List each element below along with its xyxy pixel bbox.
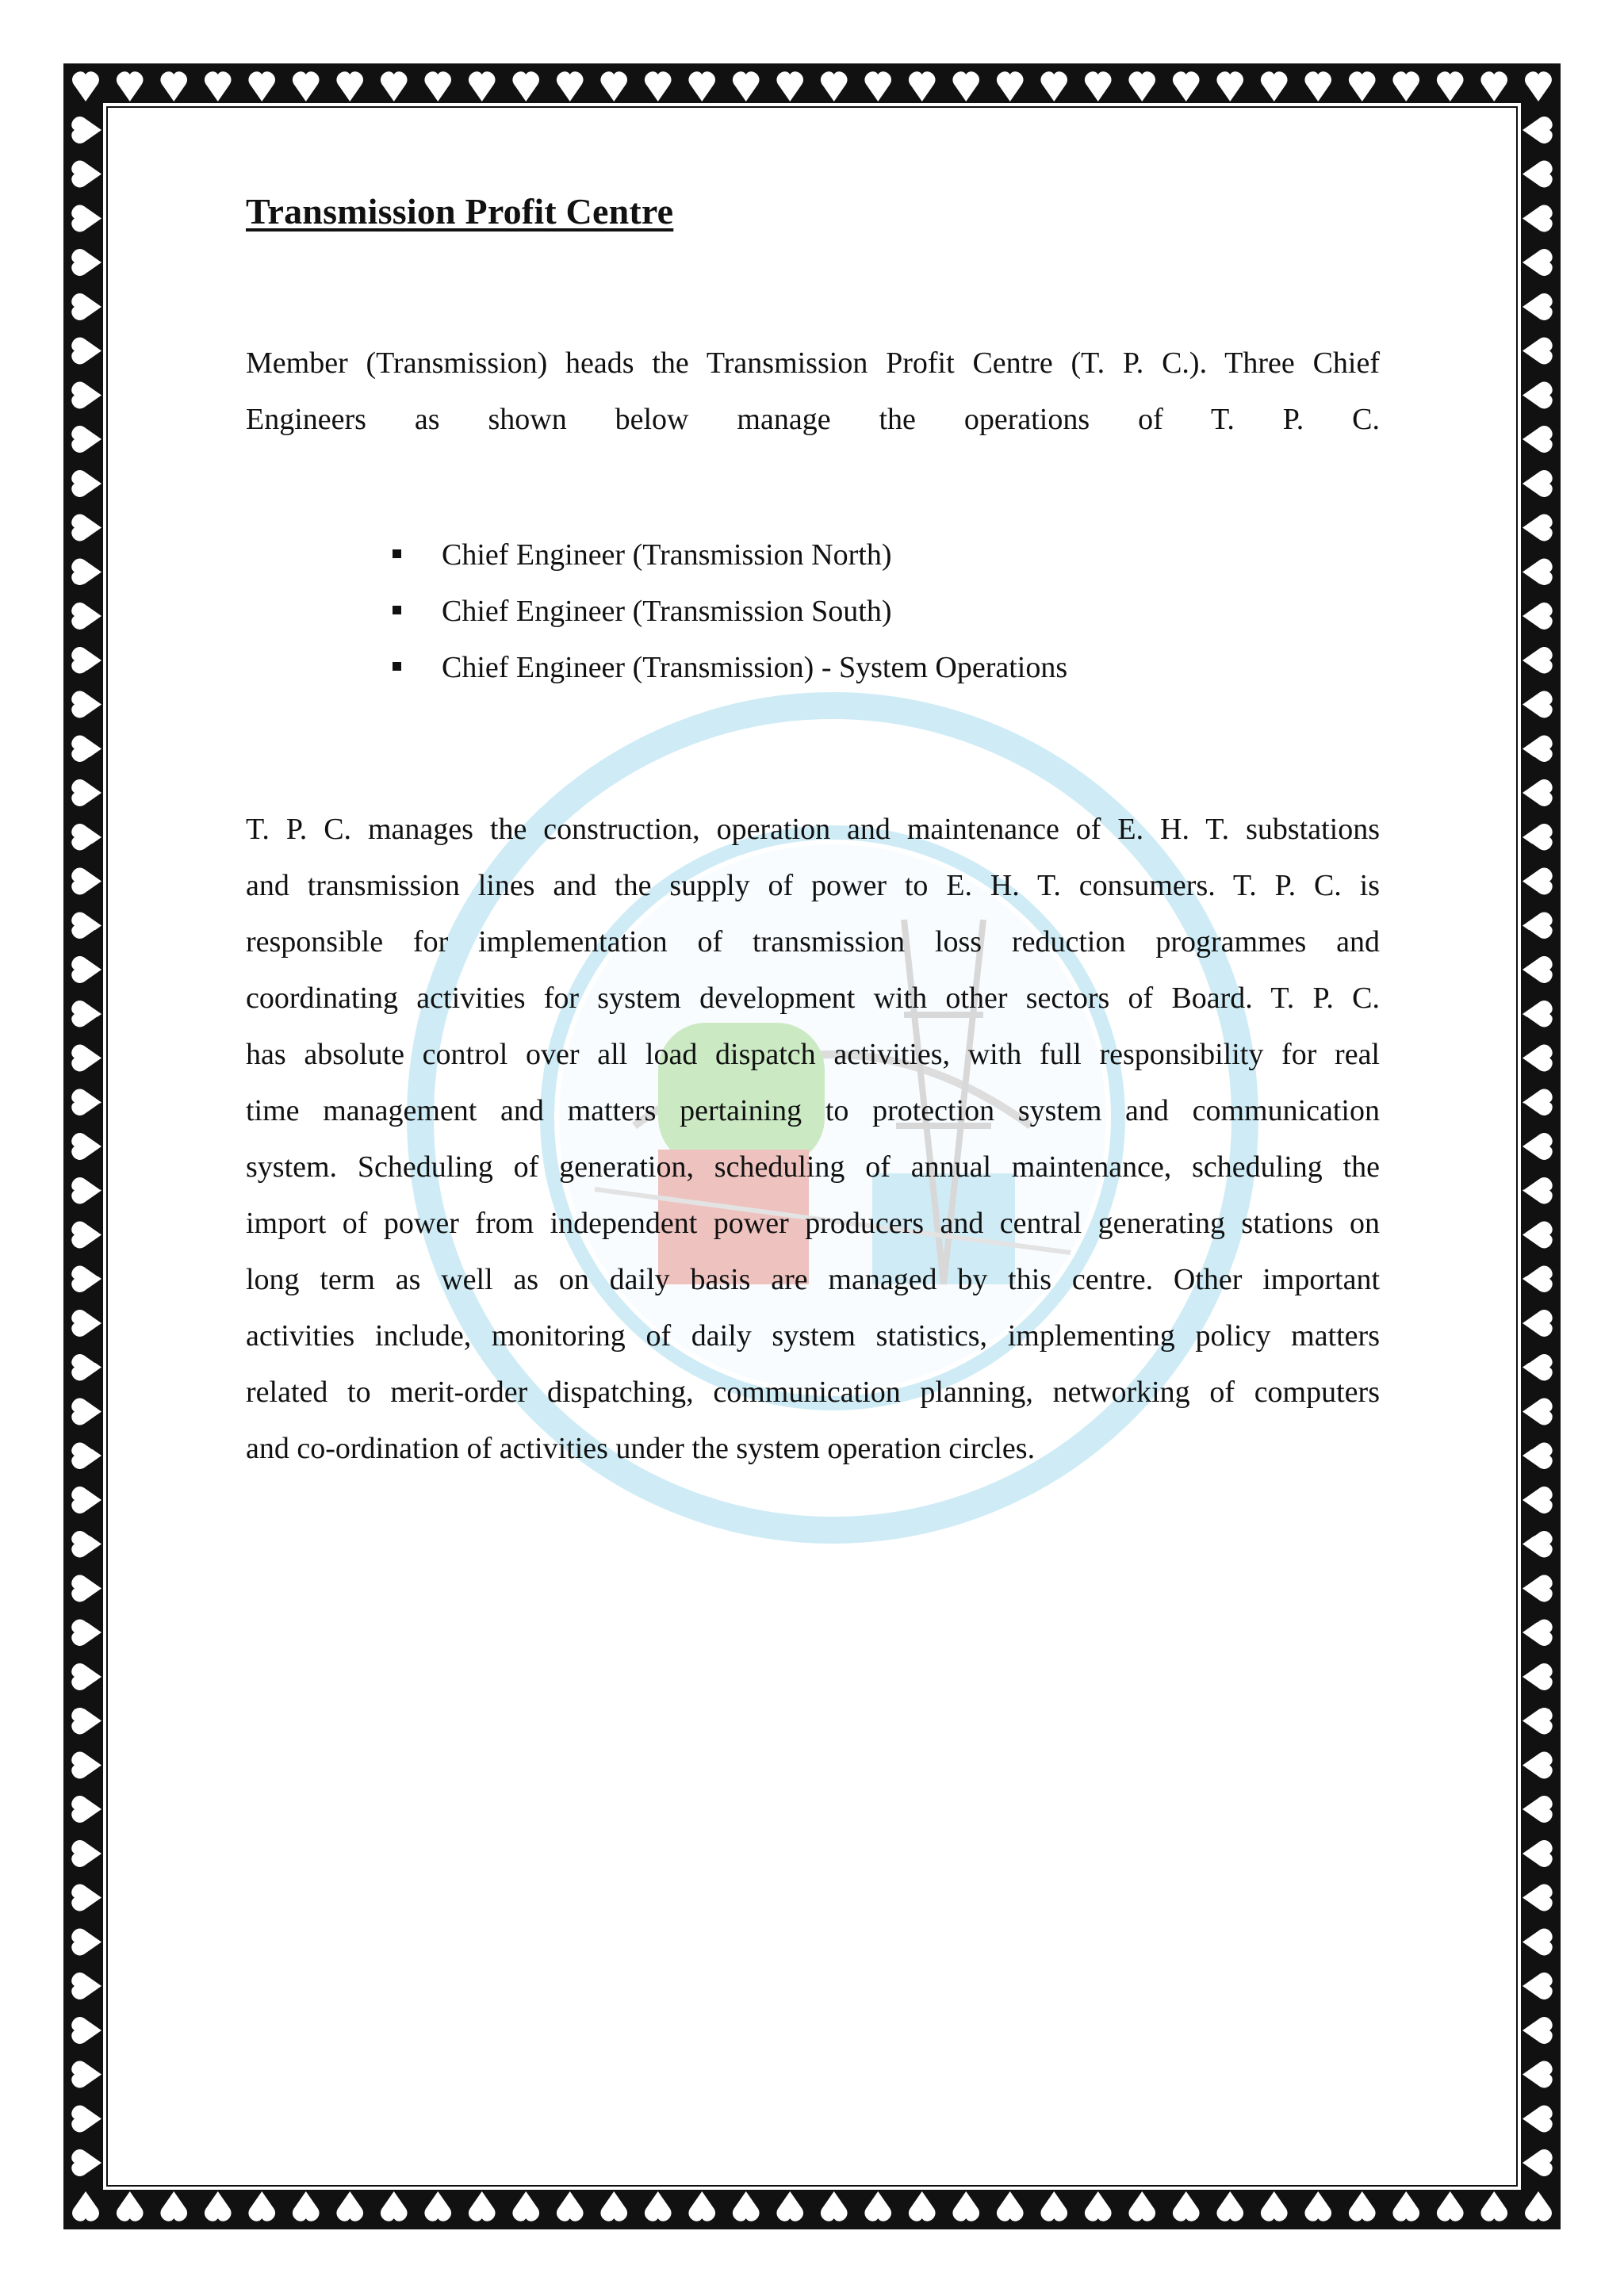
body-line: long term as well as on daily basis are managed by this centre. Other important bbox=[246, 1263, 1380, 1296]
list-item-label: Chief Engineer (Transmission South) bbox=[442, 595, 892, 628]
intro-line: Member (Transmission) heads the Transmission Profit Centre (T. P. C.). Three Chief bbox=[246, 346, 1380, 380]
body-line: has absolute control over all load dispatch activities, with full responsibility for real bbox=[246, 1038, 1380, 1071]
border-inner-line bbox=[106, 106, 1518, 2187]
body-line: system. Scheduling of generation, scheduling of annual maintenance, scheduling the bbox=[246, 1150, 1380, 1184]
body-line: coordinating activities for system development with other sectors of Board. T. P. C. bbox=[246, 982, 1380, 1015]
body-line: activities include, monitoring of daily system statistics, implementing policy matters bbox=[246, 1319, 1380, 1353]
intro-line: Engineers as shown below manage the operations of T. P. C. bbox=[246, 403, 1380, 436]
list-item-label: Chief Engineer (Transmission) - System Operations bbox=[442, 651, 1068, 684]
body-line: import of power from independent power producers and central generating stations on bbox=[246, 1207, 1380, 1240]
body-line: related to merit-order dispatching, communication planning, networking of computers bbox=[246, 1376, 1380, 1409]
body-line: and co-ordination of activities under the system operation circles. bbox=[246, 1432, 1036, 1465]
list-item-label: Chief Engineer (Transmission North) bbox=[442, 538, 892, 572]
page-title: Transmission Profit Centre bbox=[246, 191, 674, 232]
body-line: T. P. C. manages the construction, operation and maintenance of E. H. T. substations bbox=[246, 813, 1380, 846]
body-line: responsible for implementation of transmission loss reduction programmes and bbox=[246, 925, 1380, 959]
body-line: time management and matters pertaining to protection system and communication bbox=[246, 1094, 1380, 1127]
body-line: and transmission lines and the supply of power to E. H. T. consumers. T. P. C. is bbox=[246, 869, 1380, 902]
